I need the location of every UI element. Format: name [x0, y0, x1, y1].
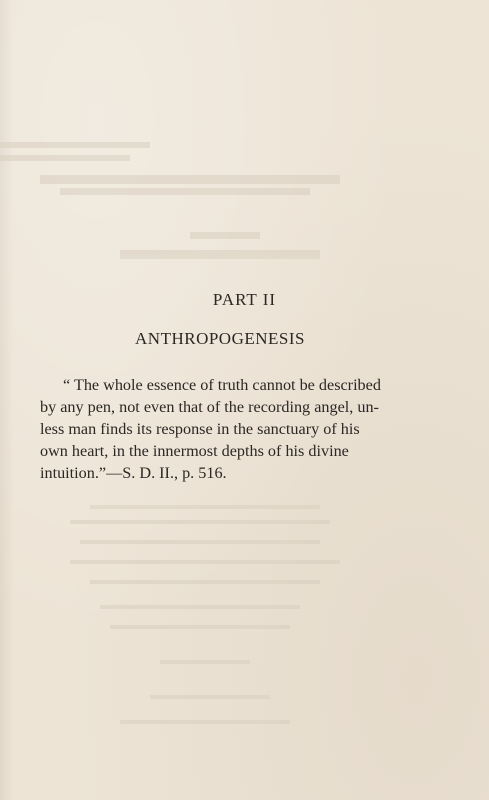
epigraph-line: less man finds its response in the sanctuary of his	[40, 420, 360, 438]
epigraph-line: by any pen, not even that of the recording angel, un-	[40, 398, 379, 416]
epigraph-line: intuition.”—S. D. II., p. 516.	[40, 464, 227, 482]
part-heading: PART II	[212, 290, 277, 309]
epigraph-line: “ The whole essence of truth cannot be described	[63, 376, 381, 394]
epigraph-line: own heart, in the innermost depths of his divine	[40, 442, 349, 460]
section-title: ANTHROPOGENESIS	[135, 329, 305, 348]
